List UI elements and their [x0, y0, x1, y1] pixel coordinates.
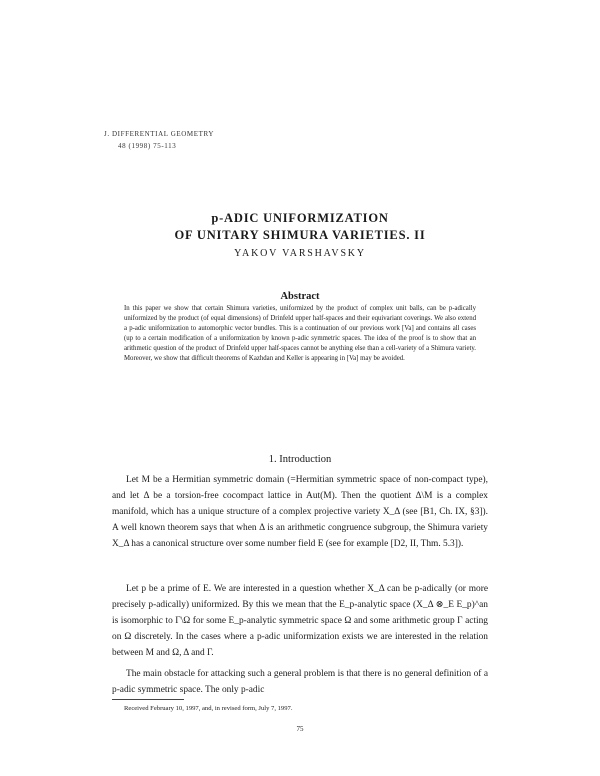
- page-number: 75: [296, 725, 304, 733]
- journal-header: [104, 128, 214, 152]
- intro-paragraph-2: Let p be a prime of E. We are interested in a question whether X_Δ can be p-adically (or more precisely p-adically) uniformized. By this we mean that the E_p-analytic space (X_Δ ⊗_E E_p)^an is isomorphic to Γ\Ω for some E_p-analytic symmetric space Ω and some arithmetic group Γ acting on Ω discretely. In the cases where a p-adic uniformization exists we are interested in the relation between M and Ω, Δ and Γ.: [112, 584, 488, 658]
- journal-name: J. DIFFERENTIAL GEOMETRY: [104, 130, 215, 138]
- paper-title-line-2: OF UNITARY SHIMURA VARIETIES. II: [174, 228, 426, 242]
- journal-volume: 48 (1998) 75-113: [118, 142, 177, 150]
- footnote: Received February 10, 1997, and, in revised form, July 7, 1997.: [124, 705, 293, 712]
- paper-title-line-1: p-ADIC UNIFORMIZATION: [211, 211, 389, 225]
- abstract-text: In this paper we show that certain Shimura varieties, uniformized by the product of complex unit balls, can be p-adically uniformized by the product (of equal dimensions) of Drinfeld upper half-spaces and their equivariant coverings. We also extend a p-adic uniformization to automorphic vector bundles. This is a continuation of our previous work [Va] and contains all cases (up to a certain modification of a uniformization by known p-adic symmetric spaces. The idea of the proof is to show that an arithmetic question of the product of Drinfeld upper half-spaces cannot be anything else than a cell-variety of a Shimura variety. Moreover, we show that difficult theorems of Kazhdan and Keller is appearing in [Va] may be avoided.: [124, 305, 476, 362]
- abstract-heading: Abstract: [280, 291, 320, 302]
- section-heading: 1. Introduction: [268, 454, 332, 465]
- footnote-rule: [112, 699, 184, 700]
- author-name: YAKOV VARSHAVSKY: [234, 248, 366, 259]
- intro-paragraph-3: The main obstacle for attacking such a general problem is that there is no general definition of a p-adic symmetric space. The only p-adic: [112, 669, 488, 695]
- intro-paragraph-1: Let M be a Hermitian symmetric domain (=Hermitian symmetric space of non-compact type), and let Δ be a torsion-free cocompact lattice in Aut(M). Then the quotient Δ\M is a complex manifold, which has a unique structure of a complex projective variety X_Δ (see [B1, Ch. IX, §3]). A well known theorem says that when Δ is an arithmetic congruence subgroup, the Shimura variety X_Δ has a canonical structure over some number field E (see for example [D2, II, Thm. 5.3]).: [112, 475, 488, 549]
